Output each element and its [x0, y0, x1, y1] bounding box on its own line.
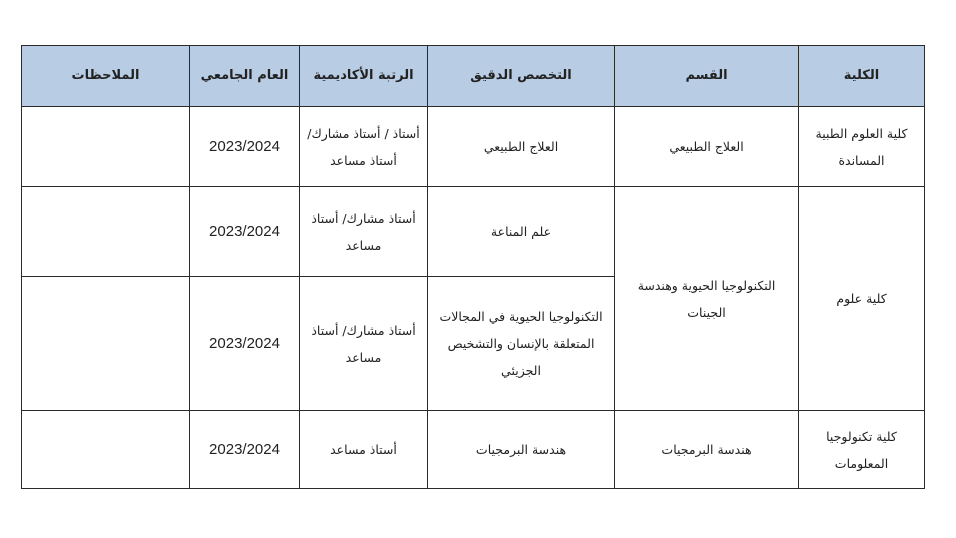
table-row — [22, 107, 925, 187]
cell-notes — [22, 107, 190, 187]
cell-academic-year: 2023/2024 — [190, 107, 300, 187]
table-header-row — [22, 46, 925, 107]
positions-table — [21, 45, 925, 489]
cell-specialization: هندسة البرمجيات — [428, 411, 615, 489]
cell-academic-year: 2023/2024 — [190, 411, 300, 489]
cell-academic-year: 2023/2024 — [190, 277, 300, 411]
header-academic-year: العام الجامعي — [190, 46, 300, 107]
header-notes: الملاحظات — [22, 46, 190, 107]
header-college: الكلية — [799, 46, 925, 107]
cell-specialization: العلاج الطبيعي — [428, 107, 615, 187]
header-academic-rank: الرتبة الأكاديمية — [300, 46, 428, 107]
positions-table-container — [21, 45, 924, 489]
cell-college: كلية تكنولوجيا المعلومات — [799, 411, 925, 489]
header-department: القسم — [615, 46, 799, 107]
cell-college: كلية علوم — [799, 187, 925, 411]
cell-academic-rank: أستاذ مشارك/ أستاذ مساعد — [300, 277, 428, 411]
cell-notes — [22, 411, 190, 489]
table-row — [22, 411, 925, 489]
cell-department: هندسة البرمجيات — [615, 411, 799, 489]
header-specialization: التخصص الدقيق — [428, 46, 615, 107]
cell-department: العلاج الطبيعي — [615, 107, 799, 187]
cell-academic-year: 2023/2024 — [190, 187, 300, 277]
cell-notes — [22, 187, 190, 277]
table-row — [22, 187, 925, 277]
cell-notes — [22, 277, 190, 411]
cell-department: التكنولوجيا الحيوية وهندسة الجينات — [615, 187, 799, 411]
cell-specialization: علم المناعة — [428, 187, 615, 277]
cell-academic-rank: أستاذ مساعد — [300, 411, 428, 489]
cell-specialization: التكنولوجيا الحيوية في المجالات المتعلقة بالإنسان والتشخيص الجزيئي — [428, 277, 615, 411]
cell-college: كلية العلوم الطبية المساندة — [799, 107, 925, 187]
cell-academic-rank: أستاذ / أستاذ مشارك/ أستاذ مساعد — [300, 107, 428, 187]
cell-academic-rank: أستاذ مشارك/ أستاذ مساعد — [300, 187, 428, 277]
